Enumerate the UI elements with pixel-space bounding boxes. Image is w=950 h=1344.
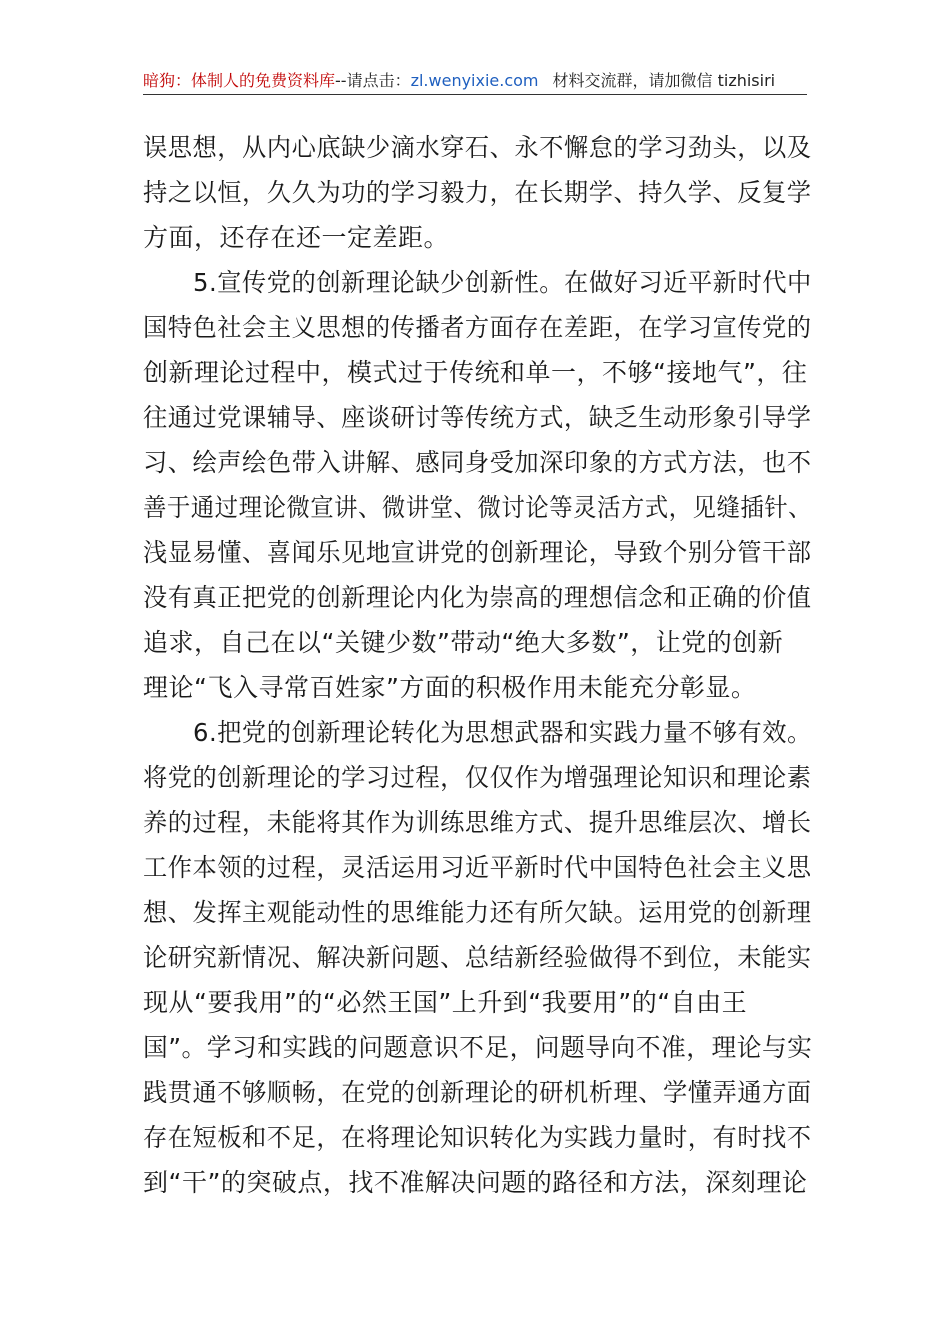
body-line: 存在短板和不足，在将理论知识转化为实践力量时，有时找不	[143, 1123, 812, 1152]
body-line: 现从“要我用”的“必然王国”上升到“我要用”的“自由王	[143, 988, 748, 1017]
body-line: 践贯通不够顺畅，在党的创新理论的研机析理、学懂弄通方面	[143, 1078, 812, 1107]
body-line: 理论“飞入寻常百姓家”方面的积极作用未能充分彰显。	[143, 673, 757, 702]
body-line: 习、绘声绘色带入讲解、感同身受加深印象的方式方法，也不	[143, 448, 812, 477]
paragraph-heading-6: 6.把党的创新理论转化为思想武器和实践力量不够有效。	[193, 718, 812, 747]
body-line: 国”。学习和实践的问题意识不足，问题导向不准，理论与实	[143, 1033, 813, 1062]
body-line: 想、发挥主观能动性的思维能力还有所欠缺。运用党的创新理	[143, 898, 812, 927]
body-line: 养的过程，未能将其作为训练思维方式、提升思维层次、增长	[143, 808, 812, 837]
page-header	[143, 68, 807, 95]
body-line: 善于通过理论微宣讲、微讲堂、微讨论等灵活方式，见缝插针、	[143, 493, 813, 522]
paragraph-heading-5: 5.宣传党的创新理论缺少创新性。在做好习近平新时代中	[193, 268, 812, 297]
body-line: 追求，自己在以“关键少数”带动“绝大多数”，让党的创新	[143, 628, 784, 657]
body-line: 浅显易懂、喜闻乐见地宣讲党的创新理论，导致个别分管干部	[143, 538, 812, 567]
body-line: 到“干”的突破点，找不准解决问题的路径和方法，深刻理论	[143, 1168, 808, 1197]
header-note: 材料交流群，请加微信 tizhisiri	[552, 71, 776, 90]
body-line: 将党的创新理论的学习过程，仅仅作为增强理论知识和理论素	[143, 763, 812, 792]
body-line: 方面，还存在还一定差距。	[143, 223, 450, 252]
body-line: 持之以恒，久久为功的学习毅力，在长期学、持久学、反复学	[143, 178, 812, 207]
body-line: 创新理论过程中，模式过于传统和单一，不够“接地气”，往	[143, 358, 808, 387]
body-line: 工作本领的过程，灵活运用习近平新时代中国特色社会主义思	[143, 853, 812, 882]
body-line: 误思想，从内心底缺少滴水穿石、永不懈怠的学习劲头，以及	[143, 133, 812, 162]
header-prompt: --请点击：	[335, 71, 411, 90]
header-brand: 暗狗：体制人的免费资料库	[143, 71, 336, 90]
body-line: 国特色社会主义思想的传播者方面存在差距，在学习宣传党的	[143, 313, 812, 342]
body-line: 往通过党课辅导、座谈研讨等传统方式，缺乏生动形象引导学	[143, 403, 812, 432]
header-link[interactable]: zl.wenyixie.com	[410, 71, 539, 90]
body-line: 没有真正把党的创新理论内化为崇高的理想信念和正确的价值	[143, 583, 812, 612]
body-line: 论研究新情况、解决新问题、总结新经验做得不到位，未能实	[143, 943, 812, 972]
